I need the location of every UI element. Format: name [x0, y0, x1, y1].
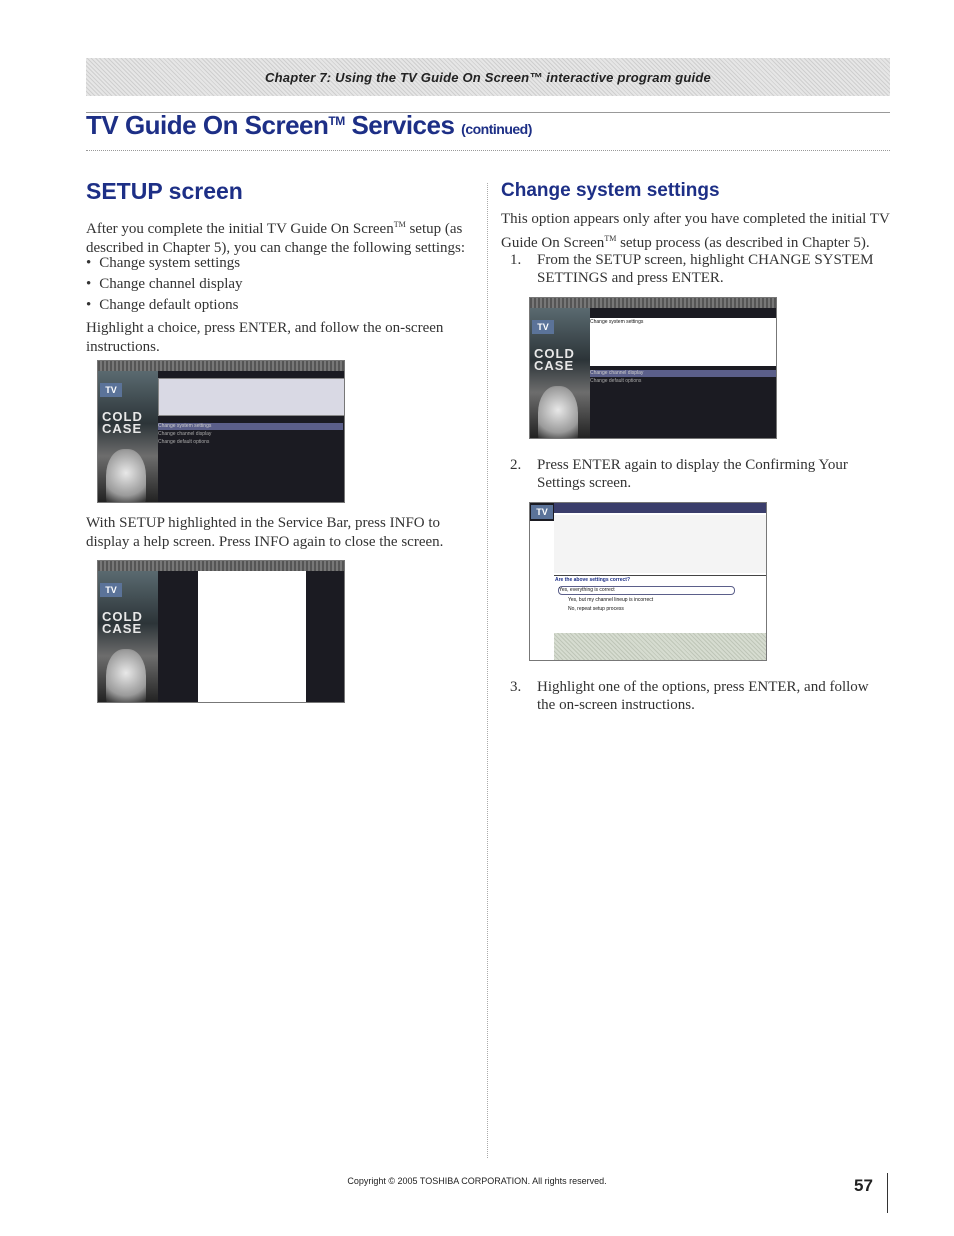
step-2 — [510, 456, 885, 492]
show-title-line2: CASE — [534, 358, 575, 373]
step-number: 1. — [510, 252, 522, 268]
column-divider — [487, 183, 488, 1158]
step-text: Highlight one of the options, press ENTER, and follow the on-screen instructions. — [537, 679, 869, 713]
show-title-line1: COLD — [534, 346, 575, 361]
copyright-footer: Copyright © 2005 TOSHIBA CORPORATION. All rights reserved. — [347, 1176, 607, 1186]
separator — [554, 575, 766, 576]
step-3 — [510, 678, 890, 714]
show-title-line1: COLD — [102, 609, 143, 624]
chapter-banner-text: Chapter 7: Using the TV Guide On Screen™ interactive program guide — [265, 69, 711, 85]
menu-item: Change default options — [590, 378, 642, 384]
change-system-intro — [501, 210, 891, 253]
change-intro-before: This option appears only after you have completed the initial TV Guide On Screen — [501, 211, 890, 251]
option-item: No, repeat setup process — [568, 606, 624, 612]
show-title-line1: COLD — [102, 409, 143, 424]
change-intro-tm: TM — [604, 234, 617, 243]
title-bottom-rule — [86, 150, 890, 151]
show-title-line2: CASE — [102, 621, 143, 636]
step-text: From the SETUP screen, highlight CHANGE SYSTEM SETTINGS and press ENTER. — [537, 252, 874, 286]
info-panel — [158, 378, 345, 416]
settings-panel — [590, 318, 776, 366]
page-number: 57 — [854, 1176, 873, 1195]
actor-photo — [106, 449, 146, 503]
video-preview — [98, 371, 158, 502]
change-intro-after: setup process (as described in Chapter 5). — [616, 235, 870, 251]
chapter-banner — [86, 58, 890, 96]
setup-info-text: With SETUP highlighted in the Service Bar, press INFO to display a help screen. Press INFO again to close the screen. — [86, 515, 444, 550]
setup-intro — [86, 215, 471, 258]
menu-item: Change default options — [158, 439, 210, 445]
page-title-tm: TM — [328, 114, 345, 128]
page-number-bar — [887, 1173, 888, 1213]
tv-guide-logo: TV — [100, 383, 122, 397]
setup-screen-image — [97, 360, 345, 503]
step-number: 3. — [510, 679, 522, 695]
list-item: • Change channel display — [86, 274, 243, 295]
setup-intro-after: setup (as described in Chapter 5), you can change the following settings: — [86, 221, 466, 256]
menu-item: Change channel display — [590, 370, 644, 376]
video-preview — [98, 571, 158, 702]
page-title-continued: (continued) — [461, 121, 532, 137]
step-1 — [510, 251, 885, 287]
tv-guide-logo: TV — [531, 505, 553, 519]
setup-highlight-text: Highlight a choice, press ENTER, and follow the on-screen instructions. — [86, 320, 444, 355]
panel-title: Change system settings — [590, 319, 644, 325]
screen-title-bar — [530, 503, 766, 513]
page-title-services: Services — [344, 110, 462, 140]
show-title-line2: CASE — [102, 421, 143, 436]
service-bar — [530, 298, 776, 308]
actor-photo — [106, 649, 146, 703]
option-item: Yes, but my channel lineup is incorrect — [568, 597, 654, 603]
page-title — [86, 110, 532, 141]
step-text: Press ENTER again to display the Confirming Your Settings screen. — [537, 457, 848, 491]
tv-guide-logo: TV — [100, 583, 122, 597]
setup-bullet-list — [86, 253, 243, 316]
actor-photo — [538, 386, 578, 439]
setup-intro-tm: TM — [393, 220, 406, 229]
change-system-heading: Change system settings — [501, 180, 720, 201]
setup-heading: SETUP screen — [86, 178, 243, 204]
service-bar — [98, 361, 344, 371]
list-item: • Change default options — [86, 295, 243, 316]
instruction-bar — [554, 633, 766, 660]
video-preview — [530, 308, 590, 438]
help-screen-image — [97, 560, 345, 703]
option-selected: Yes, everything is correct — [558, 586, 735, 595]
page-title-main: TV Guide On Screen — [86, 110, 329, 140]
list-item: • Change system settings — [86, 253, 243, 274]
tv-guide-logo: TV — [532, 320, 554, 334]
service-bar — [98, 561, 344, 571]
step-number: 2. — [510, 457, 522, 473]
help-text-panel — [198, 571, 306, 702]
menu-item: Change system settings — [158, 423, 212, 429]
change-system-screen-image — [529, 297, 777, 439]
menu-item: Change channel display — [158, 431, 212, 437]
confirm-settings-screen-image — [529, 502, 767, 661]
confirm-question: Are the above settings correct? — [555, 577, 631, 583]
setup-intro-before: After you complete the initial TV Guide On Screen — [86, 221, 394, 237]
settings-summary-box — [554, 515, 766, 573]
